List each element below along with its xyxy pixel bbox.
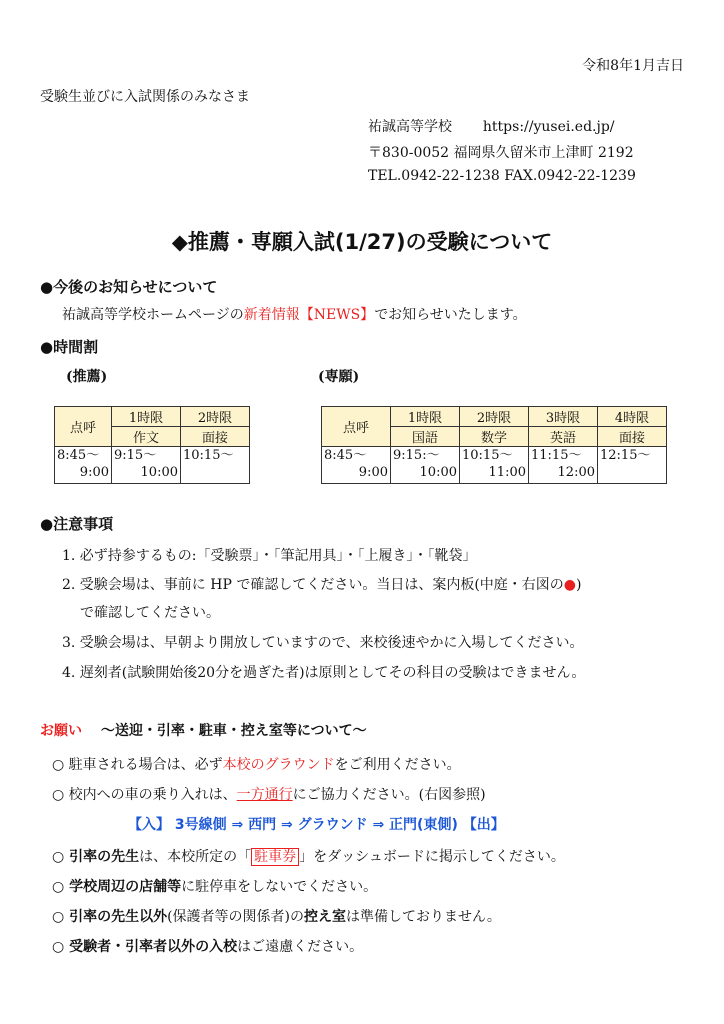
period-header: 2時限 [181, 407, 250, 427]
request-item-2: ○ 校内への車の乗り入れは、一方通行にご協力ください。(右図参照) [52, 787, 486, 803]
caution-item-3: 3. 受験会場は、早朝より開放していますので、来校後速やかに入場してください。 [62, 635, 584, 651]
requests-subtitle: 〜送迎・引率・駐車・控え室等について〜 [100, 723, 367, 739]
period-time: 9:15〜 10:00 [112, 447, 181, 484]
request-item-6: ○ 受験者・引率者以外の入校はご遠慮ください。 [52, 939, 364, 955]
rollcall-time: 8:45〜 9:00 [55, 447, 112, 484]
rollcall-time: 8:45〜 9:00 [322, 447, 391, 484]
subject-header: 面接 [181, 427, 250, 447]
sengan-timetable [321, 406, 667, 484]
requests-label: お願い [40, 723, 82, 739]
school-address: 〒830-0052 福岡県久留米市上津町 2192 [368, 145, 634, 161]
period-time: 12:15〜 [598, 447, 667, 484]
period-header: 4時限 [598, 407, 667, 427]
notice-heading: ●今後のお知らせについて [40, 278, 218, 296]
subject-header: 作文 [112, 427, 181, 447]
addressee: 受験生並びに入試関係のみなさま [40, 89, 250, 105]
traffic-route: 【入】 3号線側 ⇒ 西門 ⇒ グラウンド ⇒ 正門(東側) 【出】 [128, 817, 505, 833]
school-name-line [368, 116, 615, 136]
subject-header: 面接 [598, 427, 667, 447]
subject-header: 国語 [391, 427, 460, 447]
red-dot-icon: ● [563, 577, 577, 593]
suisen-timetable [54, 406, 250, 484]
page-title: ◆推薦・専願入試(1/27)の受験について [171, 230, 553, 254]
request-item-3: ○ 引率の先生は、本校所定の「 駐車券 」をダッシュボードに掲示してください。 [52, 849, 565, 865]
notice-text: 祐誠高等学校ホームページの新着情報【NEWS】でお知らせいたします。 [62, 307, 527, 323]
schedule-heading: ●時間割 [40, 338, 99, 356]
school-url[interactable]: https://yusei.ed.jp/ [482, 119, 615, 135]
caution-item-2: 2. 受験会場は、事前に HP で確認してください。当日は、案内板(中庭・右図の●) [62, 577, 582, 593]
period-header: 1時限 [112, 407, 181, 427]
rollcall-header: 点呼 [55, 407, 112, 447]
caution-item-2-cont: で確認してください。 [80, 605, 220, 621]
period-time: 10:15〜 11:00 [460, 447, 529, 484]
period-header: 1時限 [391, 407, 460, 427]
sengan-caption: (専願) [318, 369, 360, 385]
period-header: 3時限 [529, 407, 598, 427]
subject-header: 英語 [529, 427, 598, 447]
request-item-1: ○ 駐車される場合は、必ず本校のグラウンドをご利用ください。 [52, 757, 461, 773]
request-item-5: ○ 引率の先生以外(保護者等の関係者)の控え室は準備しておりません。 [52, 909, 501, 925]
period-time: 9:15:〜 10:00 [391, 447, 460, 484]
requests-heading [40, 720, 367, 740]
period-time: 11:15〜 12:00 [529, 447, 598, 484]
news-link: 新着情報【NEWS】 [243, 307, 375, 323]
subject-header: 数学 [460, 427, 529, 447]
issue-date: 令和8年1月吉日 [582, 58, 684, 74]
period-time: 10:15〜 [181, 447, 250, 484]
caution-item-4: 4. 遅刻者(試験開始後20分を過ぎた者)は原則としてその科目の受験はできません。 [62, 665, 586, 681]
rollcall-header: 点呼 [322, 407, 391, 447]
suisen-caption: (推薦) [66, 369, 108, 385]
period-header: 2時限 [460, 407, 529, 427]
parking-ticket: 駐車券 [251, 848, 299, 866]
school-contact: TEL.0942-22-1238 FAX.0942-22-1239 [368, 168, 636, 184]
request-item-4: ○ 学校周辺の店舗等に駐停車をしないでください。 [52, 879, 378, 895]
school-name: 祐誠高等学校 [368, 119, 452, 135]
caution-item-1: 1. 必ず持参するもの:「受験票」・「筆記用具」・「上履き」・「靴袋」 [62, 548, 477, 564]
cautions-heading: ●注意事項 [40, 515, 114, 533]
